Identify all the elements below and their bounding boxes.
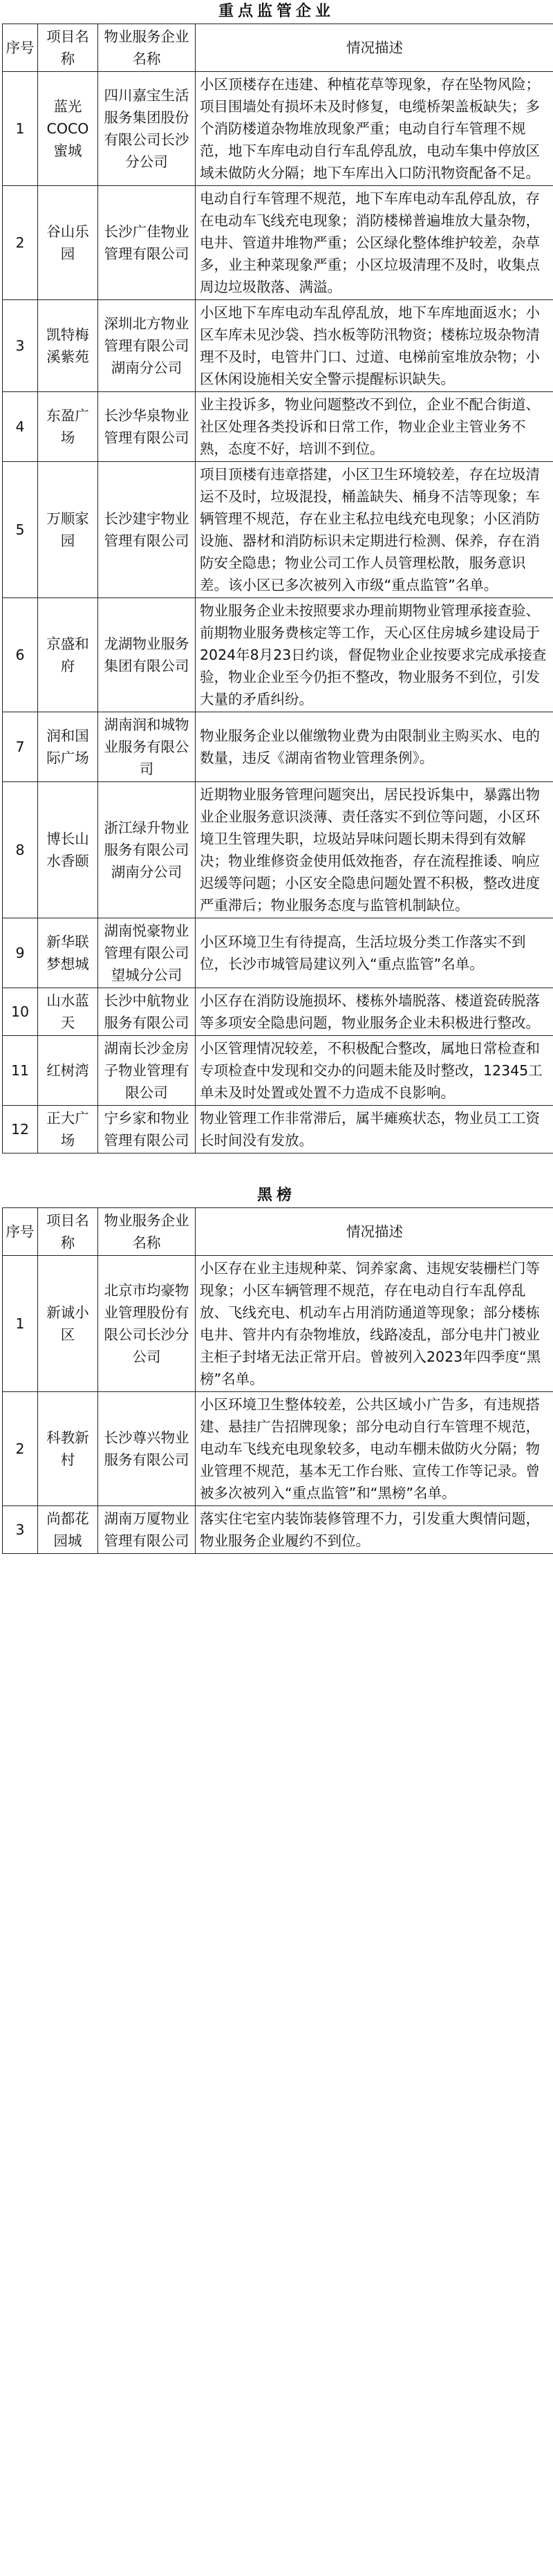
table-row xyxy=(3,782,553,918)
row-project: 新华联梦想城 xyxy=(38,918,98,988)
table-row xyxy=(3,988,553,1036)
row-company: 深圳北方物业管理有限公司湖南分公司 xyxy=(98,300,196,392)
row-project: 润和国际广场 xyxy=(38,712,98,782)
row-project: 科教新村 xyxy=(38,1392,98,1506)
row-project: 尚都花园城 xyxy=(38,1506,98,1554)
row-desc: 物业服务企业未按照要求办理前期物业管理承接查验、前期物业服务费核定等工作，天心区住房城乡建设局于2024年8月23日约谈，督促物业企业按要求完成承接查验，物业企业至今仍拒不整改，物业服务不到位，引发大量的矛盾纠纷。 xyxy=(196,598,553,712)
table-row xyxy=(3,392,553,462)
table-row xyxy=(3,462,553,598)
header-project: 项目名称 xyxy=(38,1208,98,1256)
row-company: 长沙广佳物业管理有限公司 xyxy=(98,186,196,300)
row-no: 12 xyxy=(3,1106,38,1153)
row-project: 京盛和府 xyxy=(38,598,98,712)
header-desc: 情况描述 xyxy=(196,24,553,72)
header-no: 序号 xyxy=(3,1208,38,1256)
row-desc: 物业服务企业以催缴物业费为由限制业主购买水、电的数量，违反《湖南省物业管理条例》。 xyxy=(196,712,553,782)
row-desc: 物业管理工作非常滞后，属半瘫痪状态，物业员工工资长时间没有发放。 xyxy=(196,1106,553,1153)
row-desc: 业主投诉多，物业问题整改不到位，企业不配合街道、社区处理各类投诉和日常工作，物业企业主管业务不熟，态度不好，培训不到位。 xyxy=(196,392,553,462)
row-company: 宁乡家和物业管理有限公司 xyxy=(98,1106,196,1153)
header-no: 序号 xyxy=(3,24,38,72)
row-desc: 电动自行车管理不规范，地下车库电动车乱停乱放，存在电动车飞线充电现象；消防楼梯普遍堆放大量杂物，电井、管道井堆物严重；公区绿化整体维护较差，杂草多，业主种菜现象严重；小区垃圾清理不及时，收集点周边垃圾散落、满溢。 xyxy=(196,186,553,300)
row-desc: 小区地下车库电动车乱停乱放，地下车库地面返水；小区车库未见沙袋、挡水板等防汛物资；楼栋垃圾杂物清理不及时，电管井门口、过道、电梯前室堆放杂物；小区休闲设施相关安全警示提醒标识缺失。 xyxy=(196,300,553,392)
row-project: 正大广场 xyxy=(38,1106,98,1153)
table-row xyxy=(3,1036,553,1106)
row-company: 四川嘉宝生活服务集团股份有限公司长沙分公司 xyxy=(98,72,196,186)
header-desc: 情况描述 xyxy=(196,1208,553,1256)
table-row xyxy=(3,712,553,782)
row-project: 新诚小区 xyxy=(38,1256,98,1392)
row-desc: 小区环境卫生有待提高，生活垃圾分类工作落实不到位，长沙市城管局建议列入“重点监管”名单。 xyxy=(196,918,553,988)
row-desc: 小区存在消防设施损坏、楼栋外墙脱落、楼道瓷砖脱落等多项安全隐患问题，物业服务企业未积极进行整改。 xyxy=(196,988,553,1036)
table-row xyxy=(3,918,553,988)
table-row xyxy=(3,300,553,392)
row-company: 长沙华泉物业管理有限公司 xyxy=(98,392,196,462)
section-title-blacklist: 黑榜 xyxy=(256,1187,296,1204)
row-no: 3 xyxy=(3,1506,38,1554)
table-row xyxy=(3,1256,553,1392)
row-no: 1 xyxy=(3,1256,38,1392)
row-no: 5 xyxy=(3,462,38,598)
row-project: 谷山乐园 xyxy=(38,186,98,300)
row-no: 11 xyxy=(3,1036,38,1106)
header-company: 物业服务企业名称 xyxy=(98,24,196,72)
row-company: 湖南润和城物业服务有限公司 xyxy=(98,712,196,782)
row-company: 浙江绿升物业服务有限公司湖南分公司 xyxy=(98,782,196,918)
row-company: 湖南万厦物业管理有限公司 xyxy=(98,1506,196,1554)
row-project: 红树湾 xyxy=(38,1036,98,1106)
row-project: 山水蓝天 xyxy=(38,988,98,1036)
row-no: 6 xyxy=(3,598,38,712)
row-desc: 近期物业服务管理问题突出，居民投诉集中，暴露出物业企业服务意识淡薄、责任落实不到位等问题，小区环境卫生管理失职，垃圾站异味问题长期未得到有效解决；物业维修资金使用低效拖沓，存在流程推诿、响应迟缓等问题；小区安全隐患问题处置不积极，整改进度严重滞后；物业服务态度与监管机制缺位。 xyxy=(196,782,553,918)
row-no: 8 xyxy=(3,782,38,918)
header-company: 物业服务企业名称 xyxy=(98,1208,196,1256)
row-desc: 小区存在业主违规种菜、饲养家禽、违规安装栅栏门等现象；小区车辆管理不规范，存在电动自行车乱停乱放、飞线充电、机动车占用消防通道等现象；部分楼栋电井、管井内有杂物堆放，线路凌乱，部分电井门被业主柜子封堵无法正常开启。曾被列入2023年四季度“黑榜”名单。 xyxy=(196,1256,553,1392)
table-header-row xyxy=(3,24,553,72)
row-company: 龙湖物业服务集团有限公司 xyxy=(98,598,196,712)
row-company: 湖南长沙金房子物业管理有限公司 xyxy=(98,1036,196,1106)
row-no: 7 xyxy=(3,712,38,782)
row-no: 9 xyxy=(3,918,38,988)
key-supervision-table-body xyxy=(3,24,553,1153)
table-row xyxy=(3,1392,553,1506)
row-desc: 小区管理情况较差，不积极配合整改，属地日常检查和专项检查中发现和交办的问题未能及时整改，12345工单未及时处置或处置不力造成不良影响。 xyxy=(196,1036,553,1106)
row-company: 长沙中航物业服务有限公司 xyxy=(98,988,196,1036)
row-desc: 项目顶楼有违章搭建，小区卫生环境较差，存在垃圾清运不及时，垃圾混投，桶盖缺失、桶身不洁等现象；车辆管理不规范，存在业主私拉电线充电现象；小区消防设施、器材和消防标识未定期进行检测、保养，存在消防安全隐患；物业公司工作人员管理松散，服务意识差。该小区已多次被列入市级“重点监管”名单。 xyxy=(196,462,553,598)
header-project: 项目名称 xyxy=(38,24,98,72)
row-desc: 落实住宅室内装饰装修管理不力，引发重大舆情问题，物业服务企业履约不到位。 xyxy=(196,1506,553,1554)
row-no: 2 xyxy=(3,1392,38,1506)
table-row xyxy=(3,598,553,712)
key-supervision-table xyxy=(2,24,553,1153)
blacklist-table-body xyxy=(3,1208,553,1554)
section-gap xyxy=(0,1153,553,1184)
table-row xyxy=(3,72,553,186)
section-title-key-supervision: 重点监管企业 xyxy=(218,3,335,20)
blacklist-table xyxy=(2,1207,553,1554)
row-project: 蓝光COCO蜜城 xyxy=(38,72,98,186)
row-no: 1 xyxy=(3,72,38,186)
row-company: 北京市均豪物业管理股份有限公司长沙分公司 xyxy=(98,1256,196,1392)
row-no: 4 xyxy=(3,392,38,462)
row-project: 万顺家园 xyxy=(38,462,98,598)
row-no: 10 xyxy=(3,988,38,1036)
table-row xyxy=(3,1106,553,1153)
row-desc: 小区环境卫生整体较差，公共区域小广告多，有违规搭建、悬挂广告招牌现象；部分电动自行车管理不规范，电动车飞线充电现象较多，电动车棚未做防火分隔；物业管理不规范，基本无工作台账、宣传工作等记录。曾被多次被列入“重点监管”和“黑榜”名单。 xyxy=(196,1392,553,1506)
table-row xyxy=(3,1506,553,1554)
row-company: 湖南悦豪物业管理有限公司望城分公司 xyxy=(98,918,196,988)
row-project: 凯特梅溪紫苑 xyxy=(38,300,98,392)
row-no: 3 xyxy=(3,300,38,392)
row-company: 长沙尊兴物业服务有限公司 xyxy=(98,1392,196,1506)
row-project: 东盈广场 xyxy=(38,392,98,462)
table-row xyxy=(3,186,553,300)
row-desc: 小区顶楼存在违建、种植花草等现象，存在坠物风险；项目围墙处有损坏未及时修复，电缆桥架盖板缺失；多个消防楼道杂物堆放现象严重；电动自行车管理不规范，地下车库电动自行车乱停乱放，电动车集中停放区域未做防火分隔；地下车库出入口防汛物资配备不足。 xyxy=(196,72,553,186)
row-no: 2 xyxy=(3,186,38,300)
row-project: 博长山水香颐 xyxy=(38,782,98,918)
row-company: 长沙建宇物业管理有限公司 xyxy=(98,462,196,598)
table-header-row xyxy=(3,1208,553,1256)
